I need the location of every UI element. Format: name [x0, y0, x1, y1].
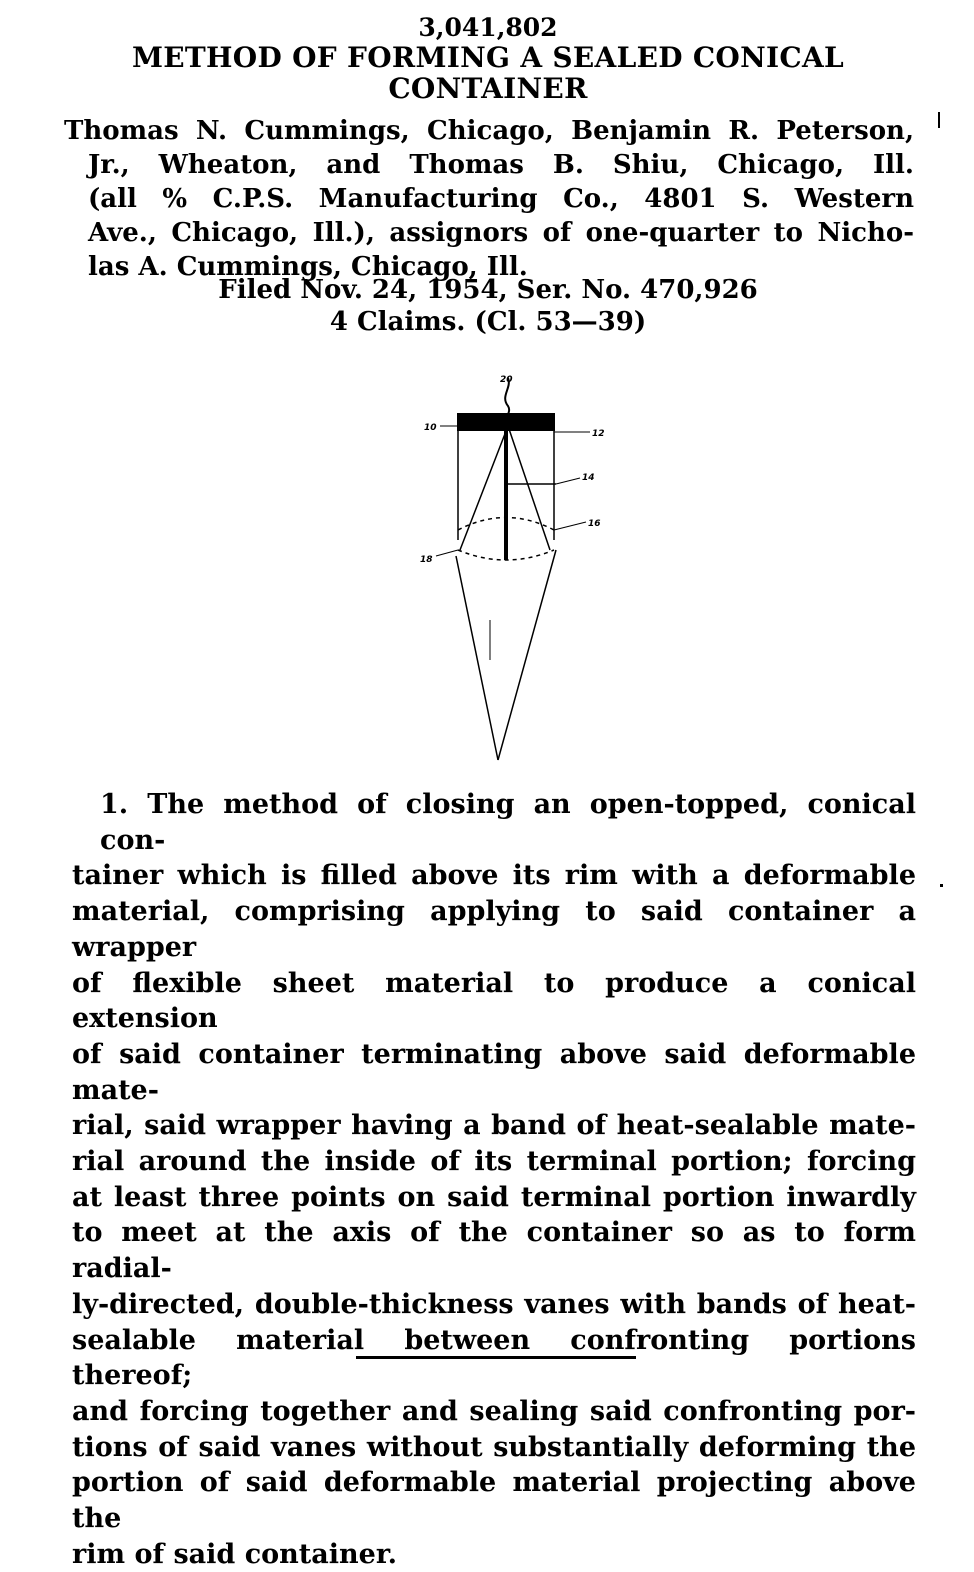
- leader-14: [556, 478, 580, 484]
- label-14: 14: [582, 473, 595, 483]
- end-rule: [356, 1356, 636, 1359]
- margin-mark: [938, 112, 940, 128]
- cone-left-edge: [456, 556, 498, 760]
- patent-header: [60, 14, 916, 104]
- inventors-block: [64, 114, 914, 284]
- claim-line: at least three points on said terminal portion inwardly: [72, 1181, 916, 1213]
- claims-classification: 4 Claims. (Cl. 53—39): [329, 307, 647, 337]
- patent-title-line-2: CONTAINER: [388, 72, 588, 105]
- claim-line: ly-directed, double-thickness vanes with bands of heat-: [72, 1288, 916, 1320]
- inventors-line: las A. Cummings, Chicago, Ill.: [88, 252, 528, 282]
- leader-16: [554, 522, 586, 530]
- inner-line-left: [460, 426, 508, 550]
- claim-line: rial, said wrapper having a band of heat-sealable mate-: [72, 1110, 916, 1142]
- claim-line: portion of said deformable material projecting above the: [72, 1467, 916, 1535]
- leader-18: [436, 550, 458, 556]
- claim-line: sealable material between confronting portions thereof;: [72, 1324, 916, 1392]
- patent-title-line-1: METHOD OF FORMING A SEALED CONICAL: [131, 41, 845, 74]
- label-12: 12: [592, 429, 605, 439]
- claim-line: tainer which is filled above its rim with a deformable: [72, 860, 916, 892]
- label-16: 16: [588, 519, 601, 529]
- label-10: 10: [424, 423, 437, 433]
- inventors-line: Jr., Wheaton, and Thomas B. Shiu, Chicago, Ill.: [88, 150, 914, 180]
- claim-line: material, comprising applying to said container a wrapper: [72, 896, 916, 963]
- claim-1-text: [72, 787, 916, 1572]
- claim-line: to meet at the axis of the container so as to form radial-: [72, 1217, 916, 1285]
- label-18: 18: [420, 555, 433, 565]
- inventors-line: Ave., Chicago, Ill.), assignors of one-quarter to Nicho-: [88, 218, 914, 248]
- claim-line: of said container terminating above said deformable mate-: [72, 1038, 916, 1106]
- patent-number: 3,041,802: [418, 13, 558, 42]
- filing-info: Filed Nov. 24, 1954, Ser. No. 470,926: [218, 275, 758, 305]
- patent-figure: [400, 360, 620, 780]
- inventors-line: Thomas N. Cummings, Chicago, Benjamin R. Peterson,: [64, 116, 914, 146]
- inventors-line: (all % C.P.S. Manufacturing Co., 4801 S. Western: [88, 184, 914, 214]
- claim-line: 1. The method of closing an open-topped, conical con-: [100, 789, 916, 856]
- claim-line: rim of said container.: [72, 1538, 397, 1570]
- margin-dot: [940, 884, 943, 887]
- claim-line: and forcing together and sealing said confronting por-: [72, 1395, 916, 1427]
- claim-line: of flexible sheet material to produce a conical extension: [72, 967, 916, 1035]
- inner-line-right: [508, 426, 550, 550]
- cone-right-edge: [498, 550, 556, 760]
- claim-line: rial around the inside of its terminal portion; forcing: [72, 1146, 916, 1178]
- claim-line: tions of said vanes without substantially deforming the: [72, 1431, 916, 1463]
- label-20: 20: [500, 375, 513, 385]
